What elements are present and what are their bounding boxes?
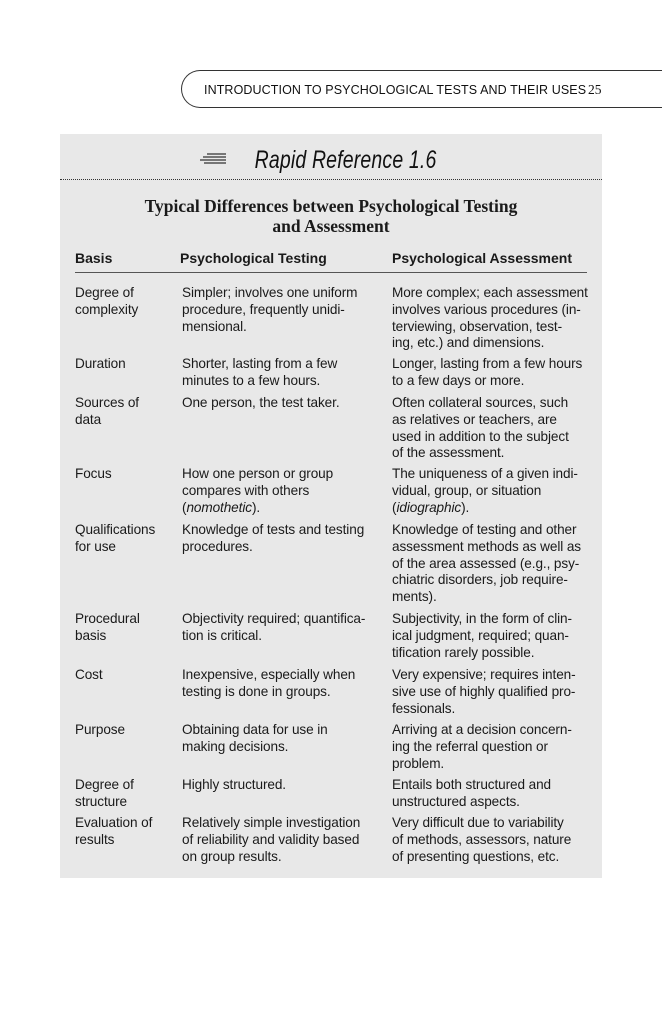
cell-line: Degree of bbox=[75, 285, 134, 300]
cell-line: Knowledge of tests and testing bbox=[182, 522, 365, 537]
table-cell-testing bbox=[182, 285, 387, 335]
cell-line: (idiographic). bbox=[392, 499, 470, 515]
cell-line: used in addition to the subject bbox=[392, 428, 569, 444]
cell-line: Evaluation of bbox=[75, 815, 153, 830]
column-header-testing: Psychological Testing bbox=[180, 250, 327, 266]
table-cell-assessment bbox=[392, 722, 597, 772]
cell-line: of methods, assessors, nature bbox=[392, 831, 572, 847]
cell-line: involves various procedures (in- bbox=[392, 301, 581, 317]
running-header-title: INTRODUCTION TO PSYCHOLOGICAL TESTS AND THEIR USES bbox=[204, 83, 587, 97]
table-cell-basis bbox=[75, 285, 175, 319]
cell-line: Entails both structured and bbox=[392, 777, 552, 792]
cell-line: as relatives or teachers, are bbox=[392, 411, 557, 427]
cell-line: terviewing, observation, test- bbox=[392, 318, 563, 334]
cell-line: making decisions. bbox=[182, 738, 289, 754]
table-cell-basis bbox=[75, 522, 175, 556]
cell-line: Simpler; involves one uniform bbox=[182, 285, 358, 300]
cell-line: structure bbox=[75, 793, 127, 809]
table-cell-assessment bbox=[392, 285, 597, 352]
cell-line: Sources of bbox=[75, 395, 139, 410]
cell-line: procedures. bbox=[182, 538, 253, 554]
cell-line: data bbox=[75, 411, 102, 427]
cell-line: results bbox=[75, 831, 115, 847]
table-cell-basis bbox=[75, 611, 175, 645]
cell-line: Very expensive; requires inten- bbox=[392, 667, 576, 682]
cell-line: fessionals. bbox=[392, 700, 456, 716]
cell-line: of presenting questions, etc. bbox=[392, 848, 560, 864]
table-cell-assessment bbox=[392, 611, 597, 661]
cell-line: vidual, group, or situation bbox=[392, 482, 542, 498]
table-cell-basis bbox=[75, 356, 175, 373]
cell-line: ing the referral question or bbox=[392, 738, 548, 754]
table-cell-testing bbox=[182, 466, 387, 516]
rapid-reference-lines-icon bbox=[199, 151, 227, 170]
cell-line: tification rarely possible. bbox=[392, 644, 535, 660]
cell-line: mensional. bbox=[182, 318, 247, 334]
rapid-reference-label: Rapid Reference 1.6 bbox=[255, 146, 437, 174]
table-cell-assessment bbox=[392, 522, 597, 606]
table-title bbox=[60, 196, 602, 236]
page-number: 25 bbox=[588, 82, 602, 97]
cell-line: Qualifications bbox=[75, 522, 156, 537]
table-cell-testing bbox=[182, 777, 387, 794]
rapid-reference-panel bbox=[60, 134, 602, 878]
cell-line: chiatric disorders, job require- bbox=[392, 572, 568, 588]
table-cell-assessment bbox=[392, 395, 597, 462]
cell-line: Highly structured. bbox=[182, 777, 286, 792]
cell-line: Shorter, lasting from a few bbox=[182, 356, 338, 371]
cell-line: The uniqueness of a given indi- bbox=[392, 466, 578, 481]
cell-line: tion is critical. bbox=[182, 627, 262, 643]
cell-line: on group results. bbox=[182, 848, 282, 864]
cell-line: procedure, frequently unidi- bbox=[182, 301, 345, 317]
column-header-basis: Basis bbox=[75, 250, 113, 266]
cell-line: of reliability and validity based bbox=[182, 831, 360, 847]
cell-line: compares with others bbox=[182, 482, 310, 498]
cell-line: Cost bbox=[75, 667, 103, 682]
cell-line: complexity bbox=[75, 301, 139, 317]
table-cell-assessment bbox=[392, 815, 597, 865]
table-cell-basis bbox=[75, 466, 175, 483]
cell-line: testing is done in groups. bbox=[182, 683, 331, 699]
cell-line: Focus bbox=[75, 466, 112, 481]
table-cell-testing bbox=[182, 356, 387, 390]
table-title-line: Typical Differences between Psychological Testing bbox=[144, 196, 518, 216]
cell-line: ical judgment, required; quan- bbox=[392, 627, 569, 643]
cell-line: of the area assessed (e.g., psy- bbox=[392, 555, 580, 571]
table-cell-basis bbox=[75, 777, 175, 811]
cell-line: Inexpensive, especially when bbox=[182, 667, 356, 682]
table-cell-testing bbox=[182, 667, 387, 701]
cell-line: minutes to a few hours. bbox=[182, 372, 321, 388]
dotted-divider bbox=[60, 179, 602, 180]
header-rule bbox=[75, 272, 587, 273]
cell-line: Duration bbox=[75, 356, 126, 371]
cell-line: How one person or group bbox=[182, 466, 334, 481]
cell-line: (nomothetic). bbox=[182, 499, 261, 515]
cell-line: sive use of highly qualified pro- bbox=[392, 683, 576, 699]
table-cell-assessment bbox=[392, 777, 597, 811]
column-header-assessment: Psychological Assessment bbox=[392, 250, 573, 266]
table-cell-assessment bbox=[392, 667, 597, 717]
table-title-line: and Assessment bbox=[272, 216, 390, 236]
cell-line: Knowledge of testing and other bbox=[392, 522, 577, 537]
cell-line: Obtaining data for use in bbox=[182, 722, 328, 737]
cell-line: Degree of bbox=[75, 777, 134, 792]
cell-line: Very difficult due to variability bbox=[392, 815, 564, 830]
cell-line: Objectivity required; quantifica- bbox=[182, 611, 366, 626]
cell-line: One person, the test taker. bbox=[182, 395, 340, 410]
cell-line: assessment methods as well as bbox=[392, 538, 582, 554]
rapid-reference-heading bbox=[60, 146, 602, 175]
cell-line: ing, etc.) and dimensions. bbox=[392, 335, 545, 351]
table-cell-testing bbox=[182, 395, 387, 412]
table-cell-testing bbox=[182, 722, 387, 756]
cell-line: ments). bbox=[392, 589, 437, 605]
cell-line: Purpose bbox=[75, 722, 125, 737]
cell-line: Longer, lasting from a few hours bbox=[392, 356, 583, 371]
cell-line: Subjectivity, in the form of clin- bbox=[392, 611, 572, 626]
cell-line: basis bbox=[75, 627, 107, 643]
cell-line: Procedural bbox=[75, 611, 140, 626]
cell-line: to a few days or more. bbox=[392, 372, 525, 388]
cell-line: Relatively simple investigation bbox=[182, 815, 361, 830]
running-header bbox=[181, 70, 662, 108]
table-cell-testing bbox=[182, 522, 387, 556]
table-cell-testing bbox=[182, 611, 387, 645]
table-cell-assessment bbox=[392, 466, 597, 516]
table-cell-basis bbox=[75, 667, 175, 684]
table-cell-basis bbox=[75, 395, 175, 429]
cell-line: Arriving at a decision concern- bbox=[392, 722, 572, 737]
cell-line: unstructured aspects. bbox=[392, 793, 520, 809]
table-cell-testing bbox=[182, 815, 387, 865]
cell-line: for use bbox=[75, 538, 116, 554]
table-cell-assessment bbox=[392, 356, 597, 390]
cell-line: problem. bbox=[392, 755, 445, 771]
cell-line: Often collateral sources, such bbox=[392, 395, 569, 410]
cell-line: of the assessment. bbox=[392, 445, 505, 461]
cell-line: More complex; each assessment bbox=[392, 285, 588, 300]
table-cell-basis bbox=[75, 722, 175, 739]
table-cell-basis bbox=[75, 815, 175, 849]
